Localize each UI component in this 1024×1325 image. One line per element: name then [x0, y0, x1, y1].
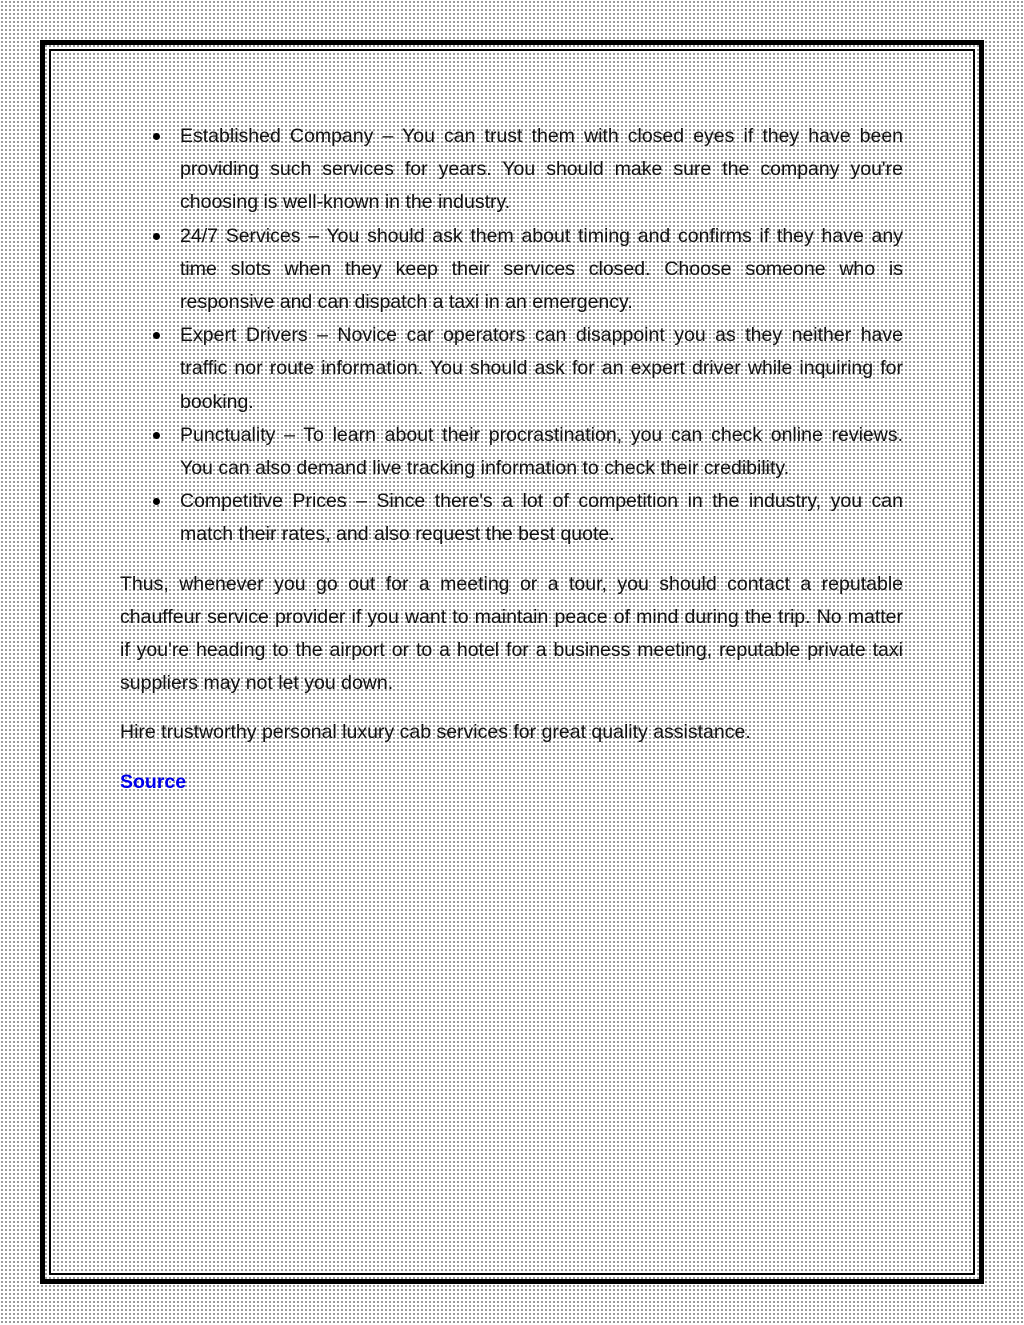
bullet-text: Novice car operators can disappoint you as they neither have traffic nor route information. You should ask for an expert driver while inquiring for booking.: [180, 324, 903, 413]
bullet-dash: –: [346, 490, 377, 513]
bullet-icon: [153, 133, 160, 140]
list-item: [120, 419, 903, 485]
source-line: [120, 766, 903, 799]
bullet-text: You can trust them with closed eyes if they have been providing such services for years. You should make sure the company you're choosing is well-known in the industry.: [180, 125, 904, 214]
list-item: [120, 120, 903, 220]
bullet-text: To learn about their procrastination, you can check online reviews. You can also demand live tracking information to check their credibility.: [180, 423, 904, 480]
bullet-list: [120, 120, 903, 552]
list-item: [120, 319, 903, 419]
bullet-icon: [153, 332, 160, 339]
conclusion-paragraph: Thus, whenever you go out for a meeting or a tour, you should contact a reputable chauffeur service provider if you want to maintain peace of mind during the trip. No matter if you're heading to the airport or to a hotel for a business meeting, reputable private taxi suppliers may not let you down.: [120, 572, 903, 695]
call-to-action-paragraph: Hire trustworthy personal luxury cab services for great quality assistance.: [120, 721, 751, 744]
bullet-heading: 24/7 Services: [180, 224, 301, 247]
bullet-heading: Competitive Prices: [180, 490, 347, 513]
bullet-dash: –: [373, 125, 403, 147]
bullet-dash: –: [275, 423, 304, 446]
bullet-icon: [153, 432, 160, 439]
source-link[interactable]: Source: [120, 770, 187, 793]
document-content: [120, 120, 903, 815]
bullet-text: Since there's a lot of competition in the industry, you can match their rates, and also request the best quote.: [180, 490, 903, 546]
bullet-heading: Punctuality: [180, 423, 276, 446]
list-item: [120, 220, 903, 320]
bullet-dash: –: [307, 324, 338, 347]
bullet-icon: [153, 498, 160, 505]
bullet-heading: Established Company: [180, 125, 374, 147]
bullet-heading: Expert Drivers: [180, 324, 308, 347]
list-item: [120, 485, 903, 551]
bullet-text: You should ask them about timing and confirms if they have any time slots when they keep their services closed. Choose someone who is responsive and can dispatch a taxi in an emergency.: [180, 224, 903, 314]
bullet-dash: –: [300, 224, 327, 247]
bullet-icon: [153, 233, 160, 240]
